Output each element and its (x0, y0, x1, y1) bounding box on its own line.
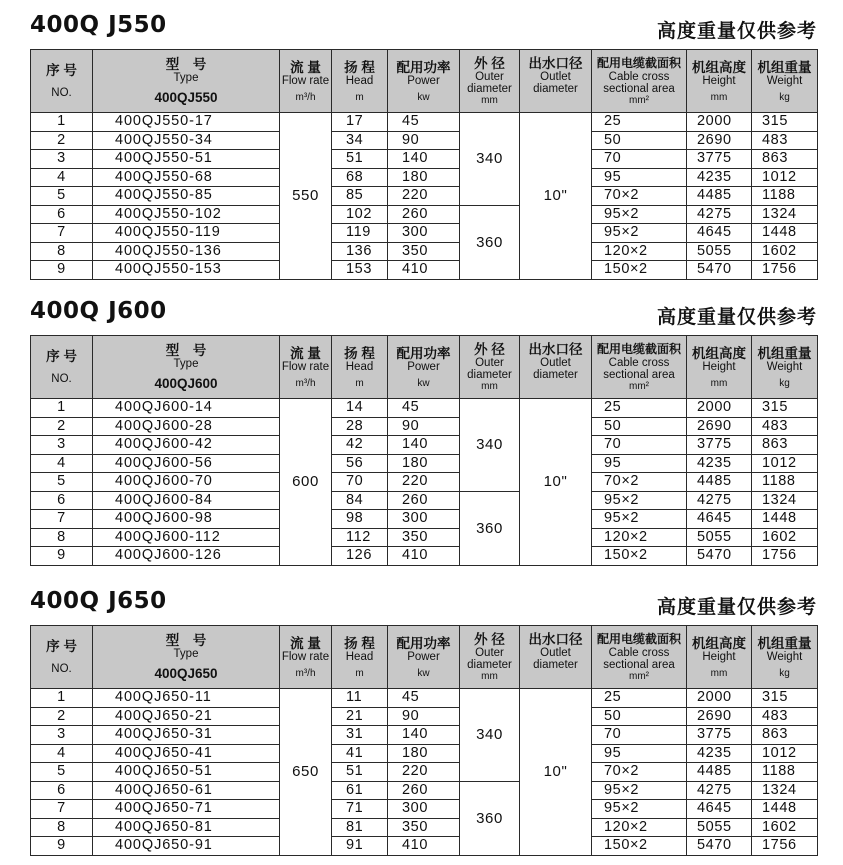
table-row (31, 689, 818, 708)
cell-outer-diameter-b: 360 (460, 205, 520, 279)
cell-weight: 483 (752, 131, 818, 150)
cell-cable: 95 (592, 168, 687, 187)
cell-power: 140 (388, 436, 460, 455)
cell-power: 90 (388, 131, 460, 150)
cell-cable: 70×2 (592, 187, 687, 206)
cell-weight: 1188 (752, 763, 818, 782)
cell-cable: 50 (592, 131, 687, 150)
cell-cable: 150×2 (592, 547, 687, 566)
cell-cable: 25 (592, 689, 687, 708)
cell-power: 140 (388, 150, 460, 169)
table-row (31, 261, 818, 280)
cell-power: 220 (388, 473, 460, 492)
cell-head: 28 (332, 417, 388, 436)
cell-no: 8 (31, 242, 93, 261)
cell-weight: 1188 (752, 473, 818, 492)
table-row (31, 800, 818, 819)
header-cable: 配用电缆截面积 Cable cross sectional area mm² (592, 50, 687, 113)
cell-head: 21 (332, 707, 388, 726)
reference-note: 高度重量仅供参考 (656, 20, 817, 42)
cell-height: 4645 (687, 800, 752, 819)
cell-model: 400QJ550-85 (93, 187, 280, 206)
section-title: 400Q J600 (30, 298, 167, 324)
table-row (31, 510, 818, 529)
cell-power: 45 (388, 113, 460, 132)
cell-power: 90 (388, 707, 460, 726)
series-model: 400QJ600 (154, 376, 218, 391)
cell-model: 400QJ550-17 (93, 113, 280, 132)
cell-model: 400QJ550-136 (93, 242, 280, 261)
cell-model: 400QJ550-153 (93, 261, 280, 280)
cell-cable: 95×2 (592, 224, 687, 243)
cell-height: 4645 (687, 510, 752, 529)
cell-outer-diameter-b: 360 (460, 781, 520, 855)
cell-no: 1 (31, 689, 93, 708)
header-height: 机组高度 Height mm (687, 50, 752, 113)
table-header-row (31, 336, 818, 399)
cell-weight: 1448 (752, 224, 818, 243)
cell-model: 400QJ650-61 (93, 781, 280, 800)
cell-no: 3 (31, 726, 93, 745)
cell-cable: 120×2 (592, 528, 687, 547)
cell-power: 300 (388, 510, 460, 529)
cell-model: 400QJ650-21 (93, 707, 280, 726)
cell-head: 17 (332, 113, 388, 132)
cell-power: 350 (388, 818, 460, 837)
table-row (31, 150, 818, 169)
cell-weight: 1602 (752, 818, 818, 837)
table-row (31, 454, 818, 473)
table-row (31, 547, 818, 566)
table-row (31, 528, 818, 547)
table-row (31, 744, 818, 763)
cell-model: 400QJ600-70 (93, 473, 280, 492)
cell-height: 3775 (687, 150, 752, 169)
cell-power: 350 (388, 528, 460, 547)
header-cable: 配用电缆截面积 Cable cross sectional area mm² (592, 336, 687, 399)
table-row (31, 473, 818, 492)
cell-no: 9 (31, 837, 93, 856)
cell-cable: 95×2 (592, 781, 687, 800)
cell-no: 5 (31, 473, 93, 492)
cell-model: 400QJ600-98 (93, 510, 280, 529)
header-no: 序 号 NO. (31, 336, 93, 399)
cell-flow: 550 (280, 113, 332, 280)
cell-no: 7 (31, 510, 93, 529)
cell-outer-diameter-b: 360 (460, 491, 520, 565)
cell-head: 119 (332, 224, 388, 243)
header-outer-diameter: 外 径 Outer diameter mm (460, 626, 520, 689)
cell-head: 102 (332, 205, 388, 224)
section-title: 400Q J650 (30, 588, 167, 614)
header-weight: 机组重量 Weight kg (752, 336, 818, 399)
cell-weight: 1756 (752, 837, 818, 856)
table-row (31, 131, 818, 150)
cell-power: 410 (388, 547, 460, 566)
cell-no: 4 (31, 744, 93, 763)
cell-height: 4275 (687, 205, 752, 224)
cell-weight: 863 (752, 436, 818, 455)
cell-height: 4235 (687, 168, 752, 187)
cell-height: 5055 (687, 528, 752, 547)
cell-cable: 25 (592, 399, 687, 418)
cell-model: 400QJ550-102 (93, 205, 280, 224)
cell-cable: 70×2 (592, 763, 687, 782)
header-height: 机组高度 Height mm (687, 336, 752, 399)
table-row (31, 205, 818, 224)
table-row (31, 707, 818, 726)
table-row (31, 726, 818, 745)
cell-no: 8 (31, 528, 93, 547)
cell-power: 90 (388, 417, 460, 436)
cell-no: 2 (31, 707, 93, 726)
cell-cable: 95 (592, 744, 687, 763)
cell-head: 41 (332, 744, 388, 763)
cell-weight: 1602 (752, 242, 818, 261)
cell-model: 400QJ650-41 (93, 744, 280, 763)
cell-power: 410 (388, 261, 460, 280)
cell-power: 260 (388, 781, 460, 800)
cell-head: 85 (332, 187, 388, 206)
cell-model: 400QJ600-56 (93, 454, 280, 473)
cell-cable: 95×2 (592, 800, 687, 819)
cell-cable: 95×2 (592, 510, 687, 529)
cell-head: 14 (332, 399, 388, 418)
cell-no: 7 (31, 800, 93, 819)
cell-head: 98 (332, 510, 388, 529)
cell-no: 9 (31, 547, 93, 566)
cell-flow: 650 (280, 689, 332, 856)
cell-no: 9 (31, 261, 93, 280)
cell-weight: 315 (752, 689, 818, 708)
cell-power: 140 (388, 726, 460, 745)
header-head: 扬 程 Head m (332, 626, 388, 689)
cell-cable: 70 (592, 150, 687, 169)
table-row (31, 417, 818, 436)
cell-model: 400QJ650-51 (93, 763, 280, 782)
cell-cable: 25 (592, 113, 687, 132)
cell-model: 400QJ550-51 (93, 150, 280, 169)
cell-power: 180 (388, 744, 460, 763)
cell-head: 126 (332, 547, 388, 566)
cell-head: 91 (332, 837, 388, 856)
cell-no: 4 (31, 454, 93, 473)
series-model: 400QJ550 (154, 90, 218, 105)
cell-model: 400QJ650-81 (93, 818, 280, 837)
cell-model: 400QJ600-42 (93, 436, 280, 455)
cell-model: 400QJ600-28 (93, 417, 280, 436)
header-outlet-diameter: 出水口径 Outlet diameter (520, 336, 592, 399)
table-row (31, 763, 818, 782)
cell-cable: 50 (592, 417, 687, 436)
cell-no: 2 (31, 417, 93, 436)
header-outer-diameter: 外 径 Outer diameter mm (460, 50, 520, 113)
table-row (31, 436, 818, 455)
cell-weight: 863 (752, 150, 818, 169)
cell-no: 6 (31, 205, 93, 224)
header-head: 扬 程 Head m (332, 336, 388, 399)
cell-model: 400QJ600-112 (93, 528, 280, 547)
header-outer-diameter: 外 径 Outer diameter mm (460, 336, 520, 399)
cell-head: 34 (332, 131, 388, 150)
cell-cable: 50 (592, 707, 687, 726)
cell-power: 260 (388, 205, 460, 224)
cell-model: 400QJ650-91 (93, 837, 280, 856)
cell-weight: 1324 (752, 491, 818, 510)
cell-model: 400QJ600-84 (93, 491, 280, 510)
header-type: 型 号 Type 400QJ550 (93, 50, 280, 113)
cell-weight: 863 (752, 726, 818, 745)
cell-no: 2 (31, 131, 93, 150)
cell-weight: 1324 (752, 781, 818, 800)
cell-weight: 1602 (752, 528, 818, 547)
cell-height: 4485 (687, 473, 752, 492)
header-height: 机组高度 Height mm (687, 626, 752, 689)
header-cable: 配用电缆截面积 Cable cross sectional area mm² (592, 626, 687, 689)
cell-height: 4275 (687, 491, 752, 510)
cell-head: 61 (332, 781, 388, 800)
cell-head: 51 (332, 150, 388, 169)
cell-weight: 1756 (752, 261, 818, 280)
cell-outer-diameter-a: 340 (460, 689, 520, 782)
cell-model: 400QJ550-34 (93, 131, 280, 150)
cell-power: 260 (388, 491, 460, 510)
header-flow: 流 量 Flow rate m³/h (280, 336, 332, 399)
series-model: 400QJ650 (154, 666, 218, 681)
header-no: 序 号 NO. (31, 50, 93, 113)
spec-table (30, 625, 818, 856)
cell-cable: 150×2 (592, 837, 687, 856)
cell-height: 5055 (687, 818, 752, 837)
cell-power: 220 (388, 763, 460, 782)
cell-power: 300 (388, 224, 460, 243)
cell-weight: 1012 (752, 454, 818, 473)
cell-height: 4645 (687, 224, 752, 243)
cell-model: 400QJ550-68 (93, 168, 280, 187)
cell-height: 5055 (687, 242, 752, 261)
cell-weight: 1188 (752, 187, 818, 206)
cell-model: 400QJ600-14 (93, 399, 280, 418)
cell-no: 6 (31, 781, 93, 800)
cell-power: 410 (388, 837, 460, 856)
cell-outlet: 10" (520, 689, 592, 856)
cell-no: 5 (31, 763, 93, 782)
spec-table (30, 335, 818, 566)
cell-outer-diameter-a: 340 (460, 113, 520, 206)
table-row (31, 187, 818, 206)
cell-cable: 70 (592, 436, 687, 455)
cell-power: 300 (388, 800, 460, 819)
cell-head: 68 (332, 168, 388, 187)
cell-head: 51 (332, 763, 388, 782)
cell-power: 350 (388, 242, 460, 261)
table-row (31, 818, 818, 837)
cell-power: 45 (388, 399, 460, 418)
header-outlet-diameter: 出水口径 Outlet diameter (520, 626, 592, 689)
cell-model: 400QJ650-71 (93, 800, 280, 819)
cell-no: 7 (31, 224, 93, 243)
cell-head: 42 (332, 436, 388, 455)
cell-model: 400QJ600-126 (93, 547, 280, 566)
cell-model: 400QJ650-31 (93, 726, 280, 745)
cell-height: 4485 (687, 763, 752, 782)
cell-no: 1 (31, 113, 93, 132)
cell-height: 5470 (687, 547, 752, 566)
header-outlet-diameter: 出水口径 Outlet diameter (520, 50, 592, 113)
cell-weight: 1324 (752, 205, 818, 224)
cell-height: 3775 (687, 436, 752, 455)
table-row (31, 113, 818, 132)
cell-height: 2000 (687, 399, 752, 418)
cell-height: 2690 (687, 417, 752, 436)
table-row (31, 224, 818, 243)
cell-flow: 600 (280, 399, 332, 566)
cell-no: 3 (31, 436, 93, 455)
cell-head: 81 (332, 818, 388, 837)
header-power: 配用功率 Power kw (388, 336, 460, 399)
header-power: 配用功率 Power kw (388, 50, 460, 113)
table-row (31, 837, 818, 856)
cell-cable: 95 (592, 454, 687, 473)
cell-head: 153 (332, 261, 388, 280)
cell-cable: 95×2 (592, 205, 687, 224)
cell-head: 112 (332, 528, 388, 547)
cell-model: 400QJ650-11 (93, 689, 280, 708)
cell-head: 11 (332, 689, 388, 708)
header-weight: 机组重量 Weight kg (752, 50, 818, 113)
cell-model: 400QJ550-119 (93, 224, 280, 243)
cell-weight: 1448 (752, 800, 818, 819)
cell-height: 2690 (687, 707, 752, 726)
header-flow: 流 量 Flow rate m³/h (280, 626, 332, 689)
cell-weight: 1448 (752, 510, 818, 529)
header-power: 配用功率 Power kw (388, 626, 460, 689)
cell-no: 1 (31, 399, 93, 418)
cell-weight: 315 (752, 113, 818, 132)
table-header-row (31, 50, 818, 113)
cell-weight: 1756 (752, 547, 818, 566)
header-head: 扬 程 Head m (332, 50, 388, 113)
cell-outlet: 10" (520, 399, 592, 566)
cell-power: 180 (388, 454, 460, 473)
cell-power: 220 (388, 187, 460, 206)
cell-height: 4235 (687, 744, 752, 763)
cell-cable: 70×2 (592, 473, 687, 492)
header-no: 序 号 NO. (31, 626, 93, 689)
cell-head: 136 (332, 242, 388, 261)
cell-no: 5 (31, 187, 93, 206)
cell-height: 4485 (687, 187, 752, 206)
cell-weight: 315 (752, 399, 818, 418)
table-row (31, 168, 818, 187)
cell-head: 31 (332, 726, 388, 745)
section-title: 400Q J550 (30, 12, 167, 38)
table-row (31, 242, 818, 261)
cell-weight: 483 (752, 707, 818, 726)
cell-height: 2000 (687, 689, 752, 708)
cell-height: 5470 (687, 837, 752, 856)
cell-cable: 70 (592, 726, 687, 745)
cell-weight: 1012 (752, 168, 818, 187)
cell-power: 45 (388, 689, 460, 708)
cell-weight: 483 (752, 417, 818, 436)
cell-no: 6 (31, 491, 93, 510)
cell-height: 3775 (687, 726, 752, 745)
header-flow: 流 量 Flow rate m³/h (280, 50, 332, 113)
cell-cable: 150×2 (592, 261, 687, 280)
table-row (31, 781, 818, 800)
table-header-row (31, 626, 818, 689)
cell-cable: 120×2 (592, 818, 687, 837)
header-type: 型 号 Type 400QJ650 (93, 626, 280, 689)
table-row (31, 491, 818, 510)
spec-table (30, 49, 818, 280)
cell-height: 2690 (687, 131, 752, 150)
cell-no: 8 (31, 818, 93, 837)
cell-outlet: 10" (520, 113, 592, 280)
cell-height: 2000 (687, 113, 752, 132)
cell-height: 5470 (687, 261, 752, 280)
header-type: 型 号 Type 400QJ600 (93, 336, 280, 399)
reference-note: 高度重量仅供参考 (656, 306, 817, 328)
cell-height: 4235 (687, 454, 752, 473)
cell-power: 180 (388, 168, 460, 187)
cell-cable: 95×2 (592, 491, 687, 510)
cell-cable: 120×2 (592, 242, 687, 261)
header-weight: 机组重量 Weight kg (752, 626, 818, 689)
cell-weight: 1012 (752, 744, 818, 763)
cell-outer-diameter-a: 340 (460, 399, 520, 492)
reference-note: 高度重量仅供参考 (656, 596, 817, 618)
cell-no: 3 (31, 150, 93, 169)
cell-no: 4 (31, 168, 93, 187)
cell-head: 70 (332, 473, 388, 492)
cell-head: 71 (332, 800, 388, 819)
table-row (31, 399, 818, 418)
cell-height: 4275 (687, 781, 752, 800)
cell-head: 56 (332, 454, 388, 473)
cell-head: 84 (332, 491, 388, 510)
